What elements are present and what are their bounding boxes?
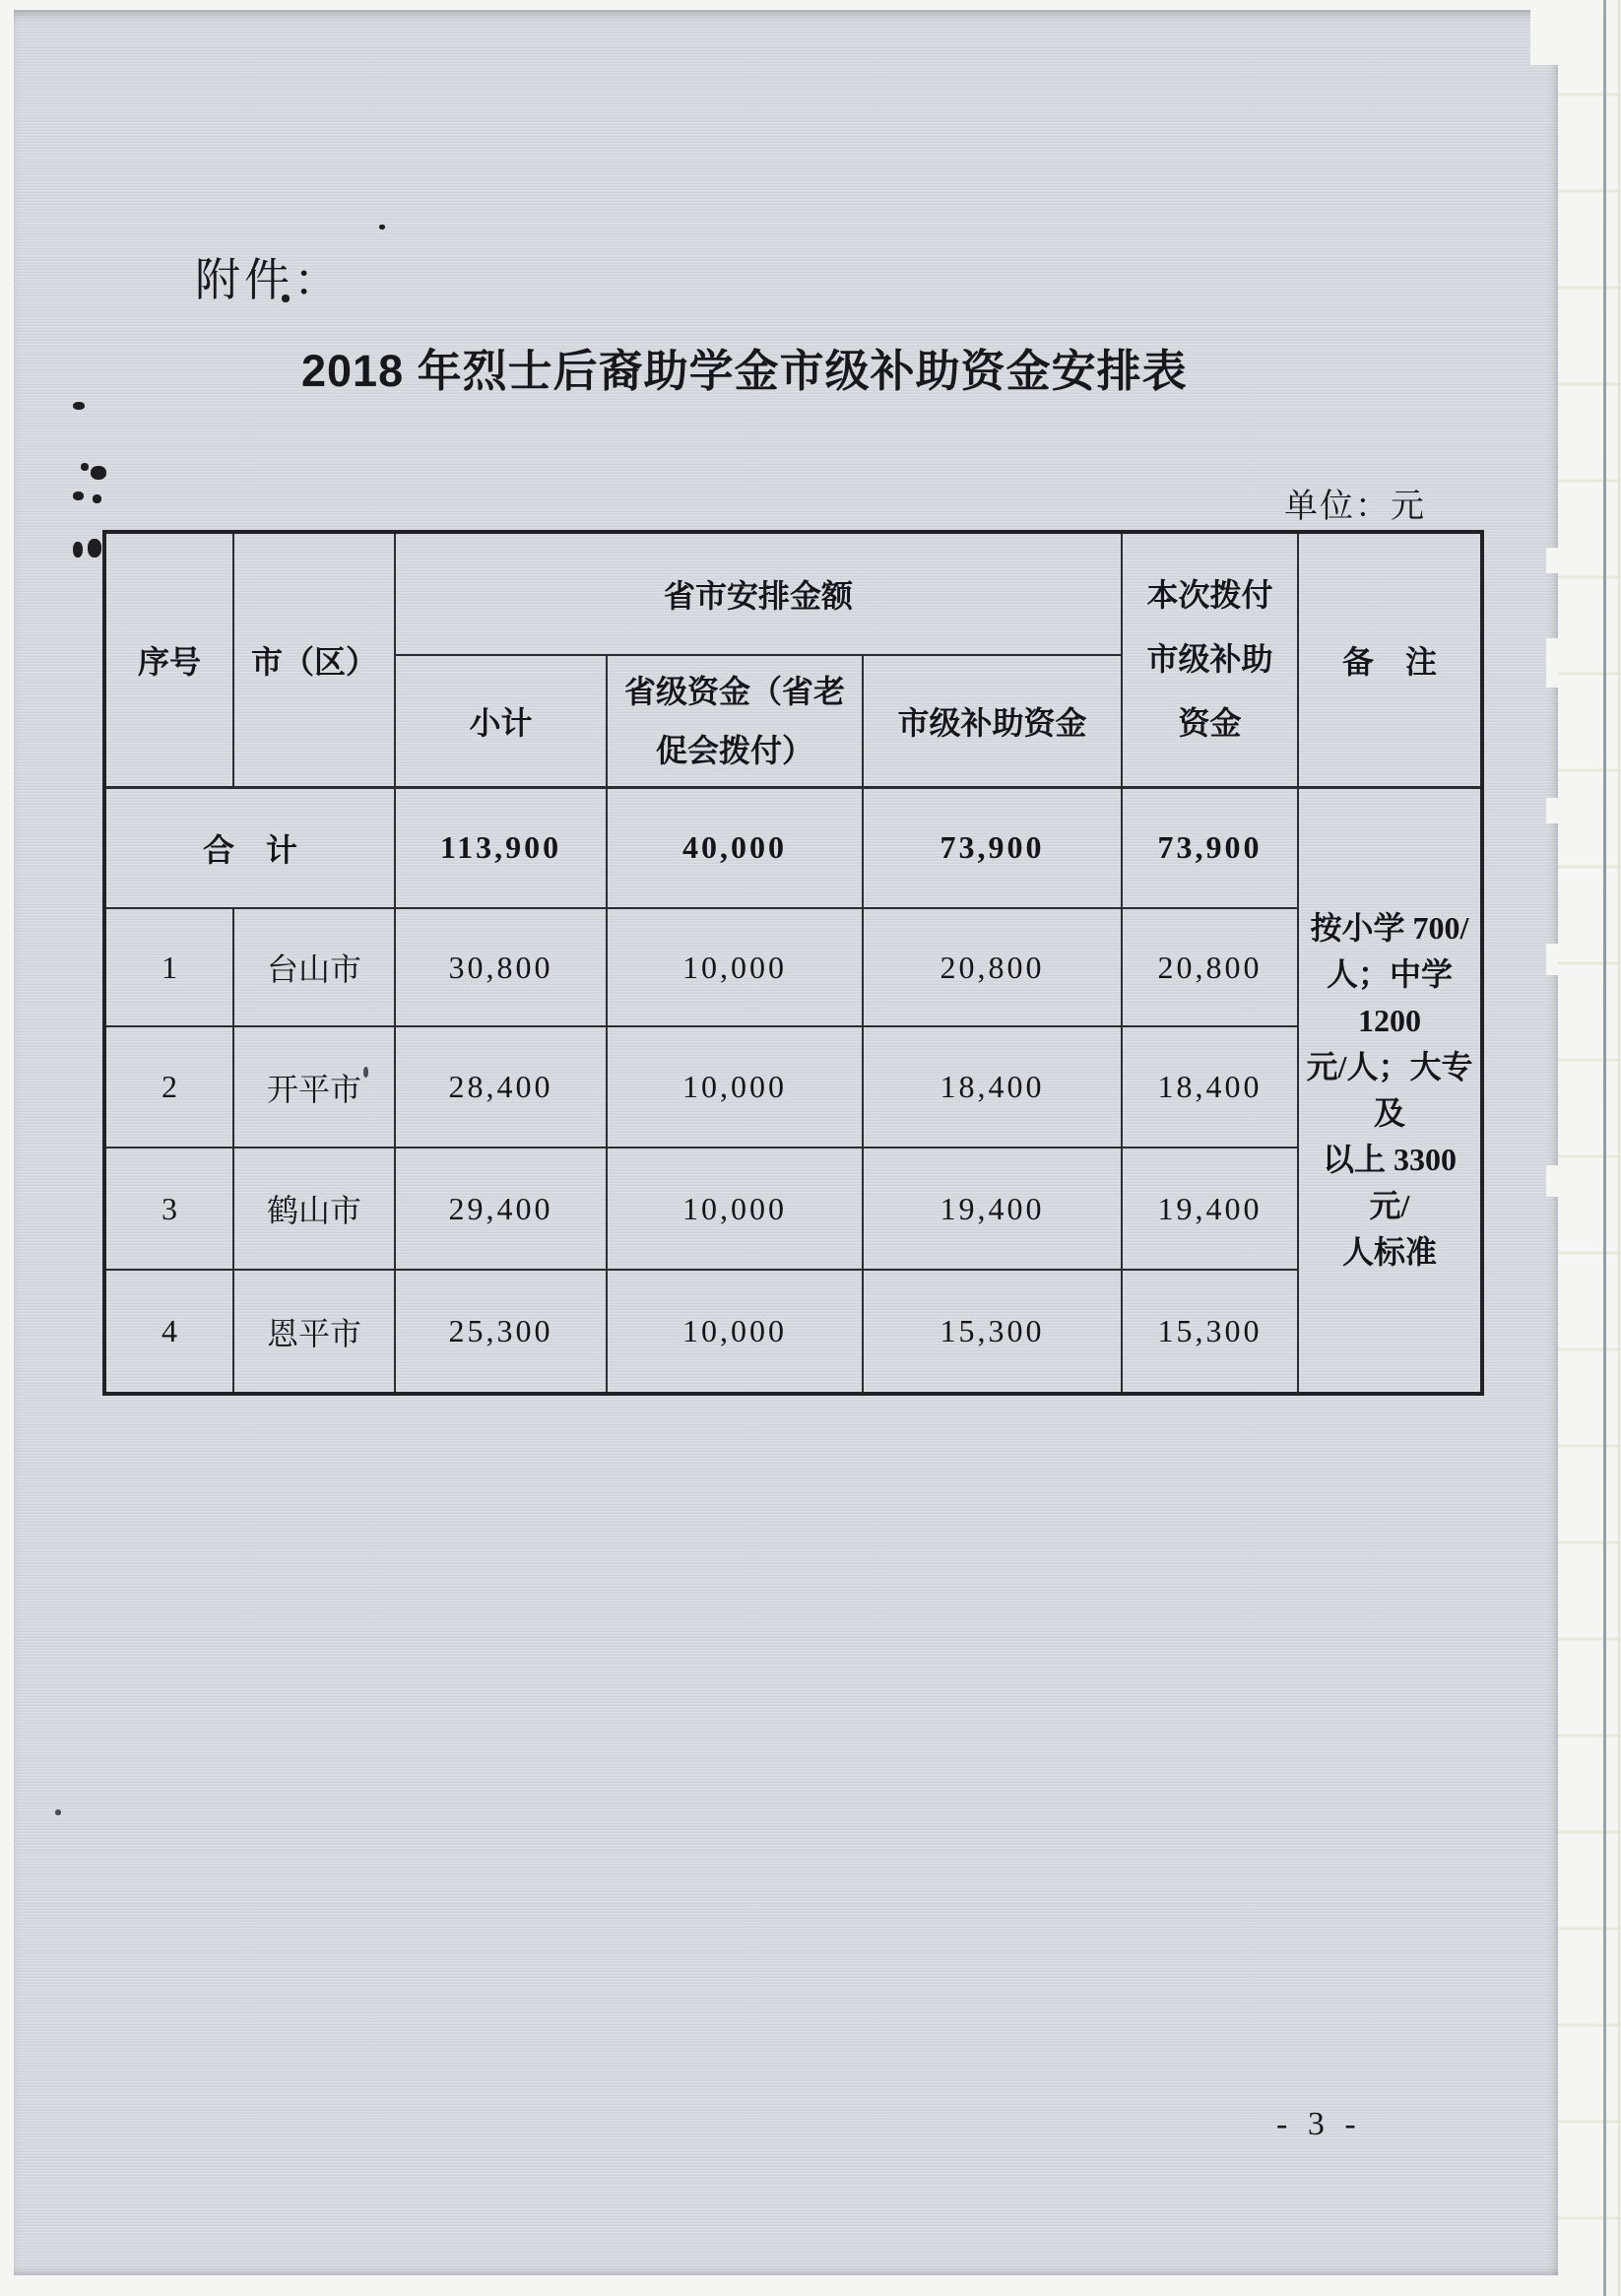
ink-speck — [379, 225, 385, 230]
scan-edge-notch — [1546, 548, 1558, 573]
cell-seq: 2 — [104, 1026, 233, 1148]
cell-provincial: 10,000 — [607, 1026, 863, 1148]
unit-note: 单位：元 — [1284, 489, 1426, 525]
cell-municipal: 18,400 — [863, 1026, 1122, 1148]
scanner-margin-strip — [1558, 0, 1621, 2296]
page-number: - 3 - — [1276, 2106, 1362, 2142]
table-row — [104, 1270, 1482, 1394]
cell-allocated: 15,300 — [1122, 1270, 1298, 1394]
header-this-allocation-line: 本次拨付 — [1146, 577, 1273, 614]
cell-subtotal: 25,300 — [395, 1270, 607, 1394]
ink-speck — [73, 542, 83, 558]
cell-city: 鹤山市 — [233, 1148, 395, 1270]
cell-allocated: 19,400 — [1122, 1148, 1298, 1270]
ink-speck — [93, 494, 101, 503]
remark-line: 人标准 — [1341, 1233, 1437, 1270]
cell-allocated: 18,400 — [1122, 1026, 1298, 1148]
table-row — [104, 908, 1482, 1026]
cell-subtotal: 29,400 — [395, 1148, 607, 1270]
total-subtotal: 113,900 — [395, 787, 607, 908]
ink-speck — [91, 466, 106, 480]
header-subtotal: 小计 — [395, 655, 607, 787]
total-municipal: 73,900 — [863, 787, 1122, 908]
ink-speck — [55, 1809, 61, 1815]
ink-speck — [73, 402, 85, 410]
remark-cell — [1298, 787, 1482, 1394]
header-seq: 序号 — [104, 532, 233, 787]
scanner-feed-line — [1603, 0, 1606, 2296]
header-provincial — [607, 655, 863, 787]
cell-provincial: 10,000 — [607, 908, 863, 1026]
total-allocated: 73,900 — [1122, 787, 1298, 908]
scan-edge-notch — [1546, 798, 1558, 823]
table-header-row-top — [104, 532, 1482, 655]
header-city: 市（区） — [233, 532, 395, 787]
total-label: 合 计 — [104, 787, 395, 908]
header-this-allocation-line: 市级补助 — [1146, 641, 1273, 678]
cell-allocated: 20,800 — [1122, 908, 1298, 1026]
scanner-feed-line — [1618, 0, 1620, 2296]
header-provincial-line: 省级资金（省老 — [623, 673, 845, 709]
cell-provincial: 10,000 — [607, 1270, 863, 1394]
cell-seq: 3 — [104, 1148, 233, 1270]
cell-subtotal: 30,800 — [395, 908, 607, 1026]
cell-municipal: 20,800 — [863, 908, 1122, 1026]
cell-provincial: 10,000 — [607, 1148, 863, 1270]
cell-municipal: 19,400 — [863, 1148, 1122, 1270]
scan-edge-notch — [1546, 1165, 1558, 1197]
scanned-document-page — [14, 10, 1558, 2275]
header-provincial-line: 促会拨付） — [655, 732, 813, 768]
cell-subtotal: 28,400 — [395, 1026, 607, 1148]
remark-line: 元/人；大专及 — [1306, 1048, 1473, 1131]
header-municipal: 市级补助资金 — [863, 655, 1122, 787]
cell-seq: 1 — [104, 908, 233, 1026]
remark-line: 按小学 700/ — [1310, 909, 1469, 946]
cell-municipal: 15,300 — [863, 1270, 1122, 1394]
scan-edge-notch — [1546, 944, 1558, 975]
scan-edge-notch — [1546, 638, 1558, 688]
page-title: 2018 年烈士后裔助学金市级补助资金安排表 — [301, 346, 1188, 396]
header-remark: 备 注 — [1298, 532, 1482, 787]
scan-edge-notch — [1530, 10, 1558, 65]
table-total-row — [104, 787, 1482, 908]
cell-seq: 4 — [104, 1270, 233, 1394]
header-arranged-group: 省市安排金额 — [395, 532, 1122, 655]
remark-line: 以上 3300 元/ — [1322, 1141, 1457, 1223]
remark-line: 人；中学 1200 — [1326, 955, 1453, 1038]
cell-city: 台山市 — [233, 908, 395, 1026]
fund-allocation-table — [102, 530, 1484, 1396]
table-row — [104, 1026, 1482, 1148]
ink-speck — [81, 463, 89, 471]
header-this-allocation — [1122, 532, 1298, 787]
cell-city: 恩平市 — [233, 1270, 395, 1394]
ink-speck — [73, 492, 84, 500]
ink-speck — [88, 539, 101, 558]
cell-city: 开平市 — [233, 1026, 395, 1148]
table-row — [104, 1148, 1482, 1270]
header-this-allocation-line: 资金 — [1178, 705, 1242, 742]
total-provincial: 40,000 — [607, 787, 863, 908]
attachment-label: 附件： — [195, 255, 343, 305]
